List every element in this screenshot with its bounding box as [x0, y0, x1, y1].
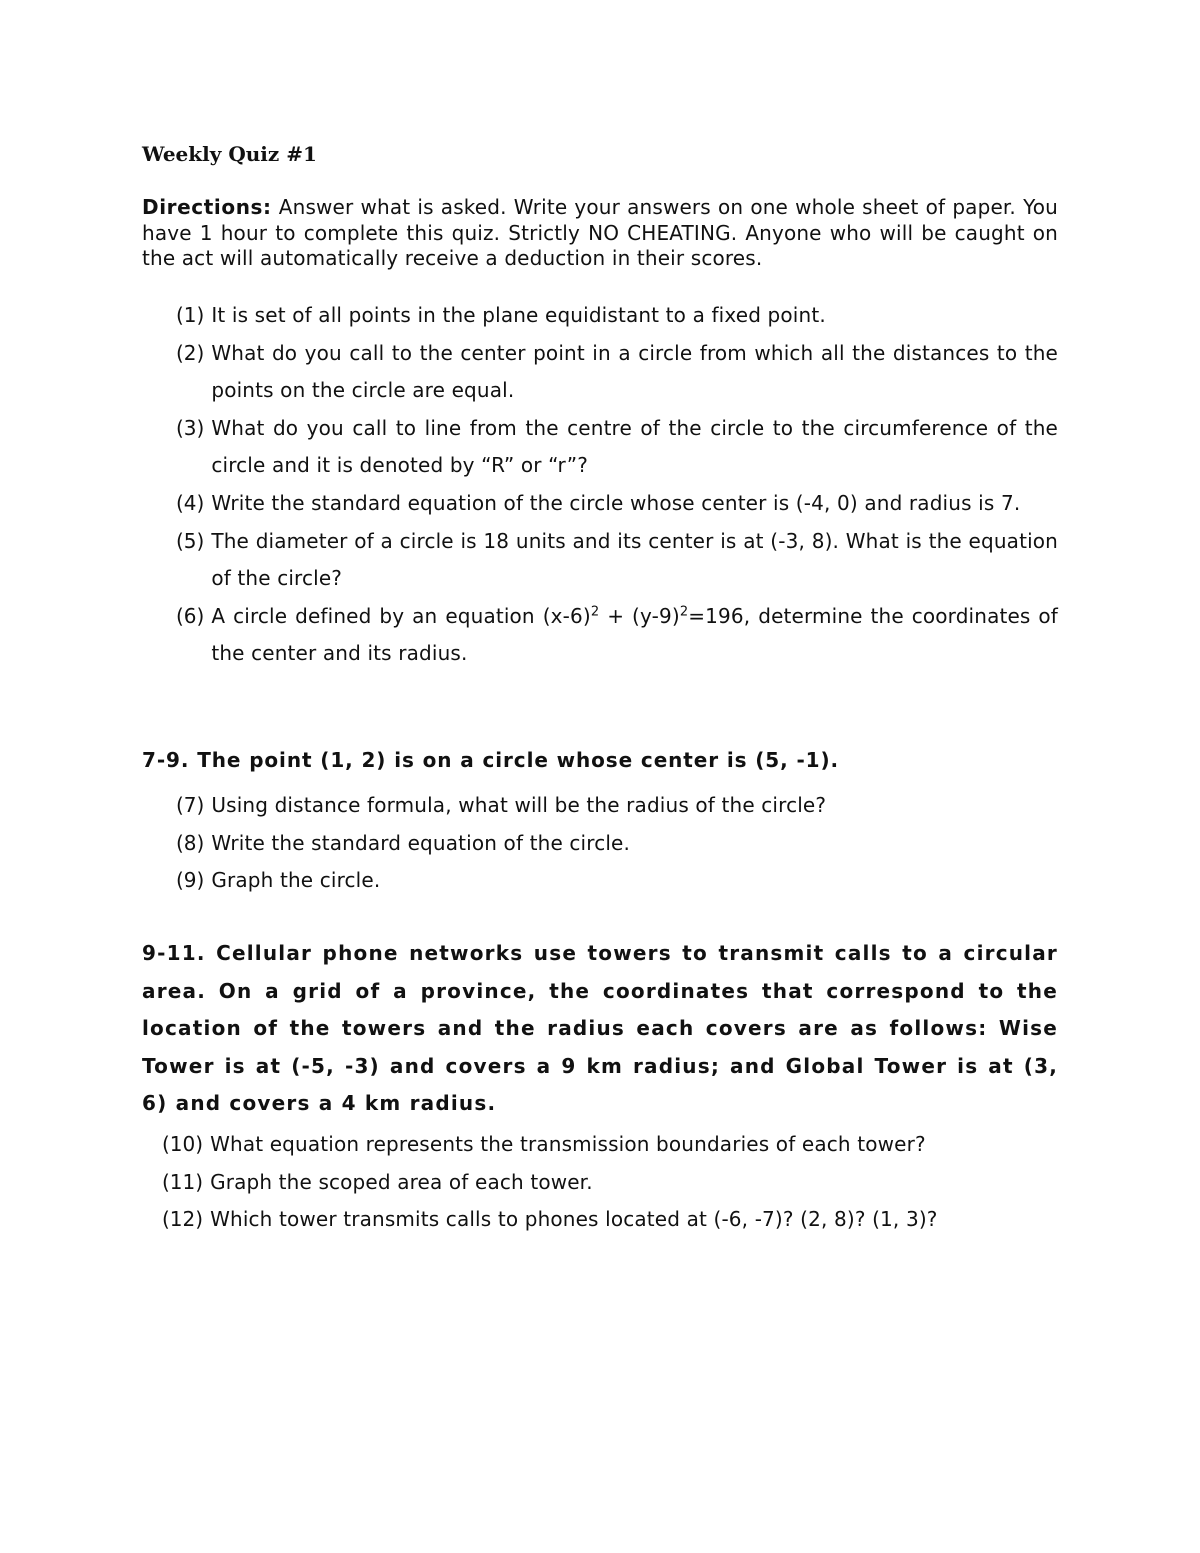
question-item — [176, 787, 1058, 825]
question-list-7-9 — [176, 787, 1058, 900]
question-number: (4) — [176, 490, 205, 515]
question-list-9-11 — [162, 1126, 1058, 1239]
question-number: (3) — [176, 415, 205, 440]
question-text: What do you call to line from the centre of the circle to the circumference of the circle and it is denoted by “R” or “r”? — [211, 415, 1058, 478]
question-number: (12) — [162, 1207, 204, 1232]
question-text: What do you call to the center point in a circle from which all the distances to the points on the circle are equal. — [211, 340, 1058, 403]
question-item — [162, 1164, 1058, 1202]
directions-text: Answer what is asked. Write your answers on one whole sheet of paper. You have 1 hour to complete this quiz. Strictly NO CHEATING. Anyone who will be caught on the act will automatically receive a deduction in their scores. — [142, 195, 1059, 270]
question-number: (7) — [176, 793, 205, 817]
question-item — [176, 598, 1058, 673]
directions-label: Directions: — [142, 195, 272, 219]
question-text: Write the standard equation of the circle whose center is (-4, 0) and radius is 7. — [211, 490, 1021, 515]
question-text: The diameter of a circle is 18 units and its center is at (-3, 8). What is the equation of the circle? — [211, 528, 1058, 591]
question-text: What equation represents the transmission boundaries of each tower? — [210, 1132, 926, 1156]
page-title: Weekly Quiz #1 — [142, 142, 317, 166]
exponent-a: 2 — [590, 604, 600, 620]
question-item — [176, 335, 1058, 410]
exponent-b: 2 — [679, 604, 689, 620]
question-item — [176, 410, 1058, 485]
question-item — [176, 523, 1058, 598]
equation-part-a: A circle defined by an equation (x-6) — [211, 603, 591, 628]
question-number: (10) — [162, 1132, 204, 1156]
question-text: Graph the scoped area of each tower. — [210, 1169, 593, 1194]
question-number: (6) — [176, 603, 205, 628]
question-number: (2) — [176, 340, 205, 365]
equation-part-b: + (y-9) — [599, 603, 680, 628]
question-number: (5) — [176, 528, 205, 553]
question-item — [162, 1126, 1058, 1164]
question-item — [176, 485, 1058, 523]
question-text: Which tower transmits calls to phones located at (-6, -7)? (2, 8)? (1, 3)? — [210, 1207, 938, 1232]
equation-part-c: =196, determine the coordinates of the center and its radius. — [211, 603, 1058, 666]
question-text-equation — [211, 598, 1058, 673]
section-heading-9-11: 9-11. Cellular phone networks use towers to transmit calls to a circular area. On a grid of a province, the coordinates that correspond to the location of the towers and the radius each covers are as follows: Wise Tower is at (-5, -3) and covers a 9 km radius; and Global Tower is at (3, 6) and covers a 4 km radius. — [142, 941, 1058, 1116]
question-text: It is set of all points in the plane equidistant to a fixed point. — [211, 303, 826, 327]
question-text: Using distance formula, what will be the radius of the circle? — [211, 793, 827, 817]
question-text: Graph the circle. — [211, 868, 381, 893]
question-number: (11) — [162, 1169, 204, 1194]
question-item — [162, 1201, 1058, 1239]
question-text: Write the standard equation of the circle. — [211, 830, 631, 855]
directions-paragraph — [142, 195, 1058, 272]
section-heading-7-9: 7-9. The point (1, 2) is on a circle whose center is (5, -1). — [142, 748, 840, 772]
question-list-part1 — [176, 297, 1058, 673]
question-item — [176, 297, 1058, 335]
question-number: (8) — [176, 830, 205, 855]
question-item — [176, 825, 1058, 863]
question-number: (9) — [176, 868, 205, 893]
question-number: (1) — [176, 303, 205, 327]
question-item — [176, 862, 1058, 900]
